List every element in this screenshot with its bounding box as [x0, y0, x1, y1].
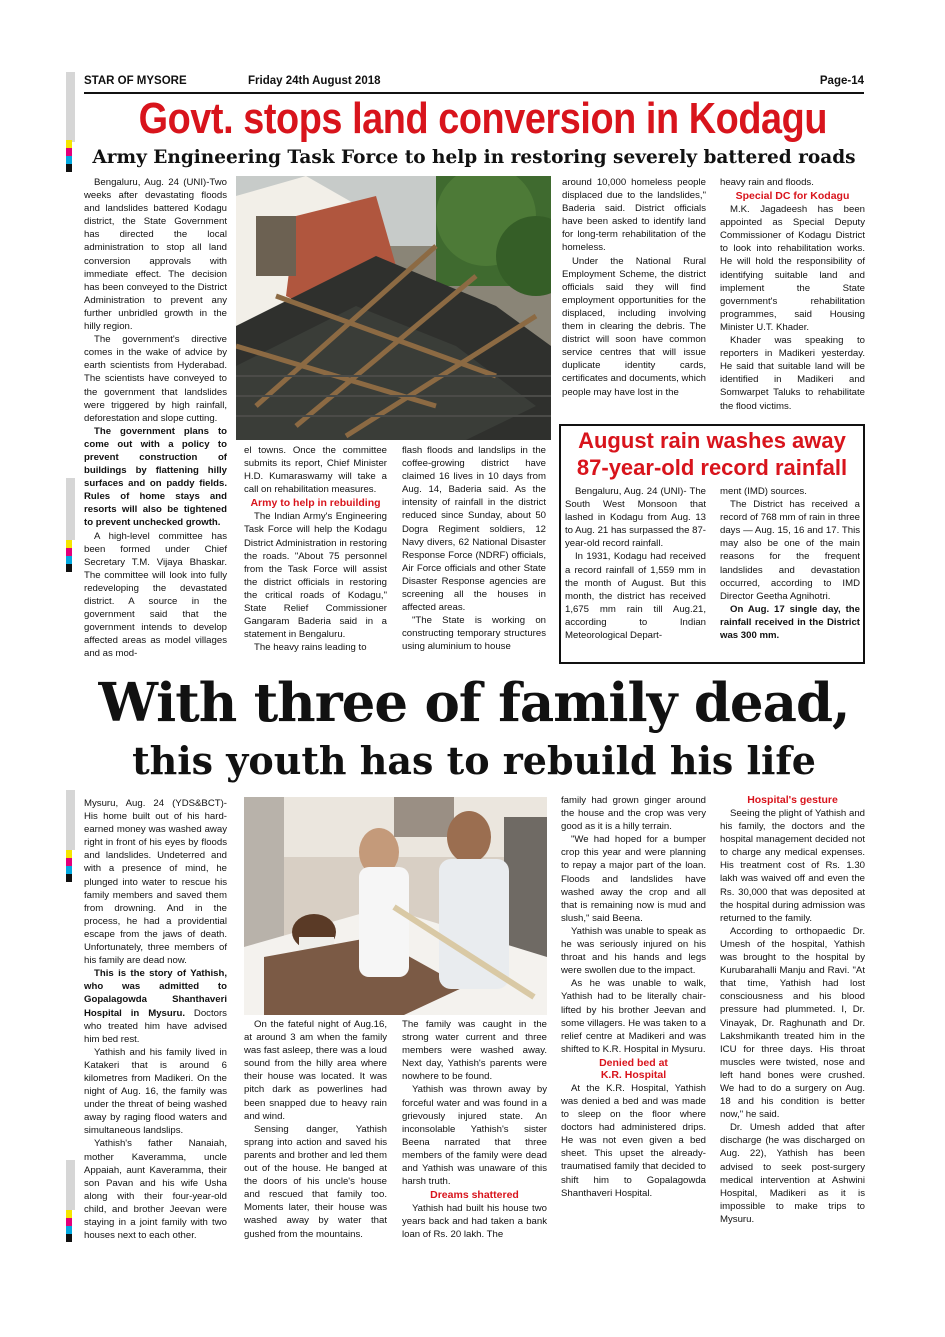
story3-col2	[244, 1018, 387, 1241]
color-mark	[66, 540, 72, 548]
story3-col5	[720, 793, 865, 1226]
side-bar-low	[66, 790, 75, 850]
paragraph: The District has received a record of 768 mm of rain in three days — Aug. 15, 16 and 17. This may also be one of the main reasons for the frequent landslides and devastation occurred, according to IMD Director Geetha Agnihotri.	[720, 499, 860, 602]
side-bar-bottom	[66, 1160, 75, 1210]
color-mark	[66, 1226, 72, 1234]
paragraph: family had grown ginger around the house and the crop was very good as it is a hilly terrain.	[561, 795, 706, 833]
paragraph: "We had hoped for a bumper crop this year and were planning to repay a major part of the loan. Floods and landslides have washed away the crop and all that is remaining now is mud and slush," said Beena.	[561, 834, 706, 924]
paragraph: The family was caught in the strong water current and three members were washed away. Next day, Yathish's parents were nowhere to be found.	[402, 1019, 547, 1083]
paragraph: According to orthopaedic Dr. Umesh of the hospital, Yathish was brought to the hospital by Kurubarahalli Manju and Ravi. "At that time, Yathish had lost consciousness and his blood pressure had plummeted. I, Dr. Vinayak, Dr. Raghunath and Dr. Lakshmikanth treated him in the ICU for three days. His throat muscles were twisted, nose and left hand bones were crushed. We had to do a surgery on Aug. 18 and his condition is better now," he said.	[720, 925, 865, 1121]
story2-headline-line2: 87-year-old record rainfall	[576, 455, 848, 480]
page-header	[84, 75, 864, 91]
paragraph: heavy rain and floods.	[720, 177, 814, 188]
story3-col1	[84, 797, 227, 1242]
paragraph: On Aug. 17 single day, the rainfall received in the District was 300 mm.	[720, 603, 860, 642]
story1-col2	[244, 444, 387, 654]
color-mark	[66, 164, 72, 172]
subheading: Army to help in rebuilding	[250, 497, 381, 510]
paragraph: Seeing the plight of Yathish and his family, the doctors and the hospital management decided not to charge any medical expenses. His treatment cost of Rs. 1.30 lakh was waived off and even the Rs. 30,000 that was deposited at the hospital during admission was returned to the family.	[720, 808, 865, 924]
paragraph: On the fateful night of Aug.16, at around 3 am when the family was fast asleep, there was a loud sound from the hilly area where their house was located. It was pitch dark as powerlines had been snapped due to heavy rain and wind.	[244, 1019, 387, 1122]
story2-col2	[720, 485, 860, 642]
paragraph: At the K.R. Hospital, Yathish was denied a bed and was made to sleep on the floor where doctors had administered drips. He was not even given a bed sheet. This upset the already-traumatised family that decided to shift him to Gopalagowda Shanthaveri Hospital.	[561, 1082, 706, 1199]
paragraph: As he was unable to walk, Yathish had to be literally chair-lifted by his brother Jeevan and some villagers. He was taken to a relief centre at Madikeri and was shifted to K.R. Hospital in Mysuru.	[561, 978, 706, 1055]
story1-headline: Govt. stops land conversion in Kodagu	[138, 94, 828, 143]
color-mark	[66, 858, 72, 866]
subheading: Hospital's gesture	[747, 794, 838, 806]
paragraph: The government plans to come out with a policy to prevent construction of buildings by flattening hilly surfaces and on paddy fields. Rules of home stays and resorts will also be tightened to prevent unchecked growth.	[84, 425, 227, 529]
paragraph: M.K. Jagadeesh has been appointed as Special Deputy Commissioner of Kodagu District to look into rehabilitation works. He will hold the responsibility of identifying suitable land and implement the State government's rehabilitation programmes, said Housing Minister U.T. Khader.	[720, 204, 865, 333]
paragraph: In 1931, Kodagu had received a record rainfall of 1,559 mm in the month of August. But this month, the district has received 1,675 mm rain till Aug.21, according to Indian Meteorological Depart-	[565, 551, 706, 642]
paragraph: el towns. Once the committee submits its report, Chief Minister H.D. Kumaraswamy will take a call on rehabilitation measures.	[244, 445, 387, 496]
paper-name: STAR OF MYSORE	[84, 75, 187, 87]
color-mark	[66, 866, 72, 874]
paragraph: "The State is working on constructing temporary structures using aluminium to house	[402, 615, 546, 653]
hospital-patient-photo	[244, 797, 547, 1015]
story1-col1	[84, 176, 227, 660]
color-mark	[66, 564, 72, 572]
paragraph: Mysuru, Aug. 24 (YDS&BCT)- His home built out of his hard-earned money was washed away right in front of his eyes by floods and landslides. Undeterred and with a presence of mind, he plunged into water to rescue his family members and saved them from drowning. And in the process, he had a providential escape from the jaws of death. Unfortunately, three members of his family are dead now.	[84, 798, 227, 967]
story3-col4	[561, 794, 706, 1200]
paragraph: The heavy rains leading to	[254, 642, 367, 654]
story1-subhead: Army Engineering Task Force to help in restoring severely battered roads	[92, 147, 856, 168]
paragraph: Sensing danger, Yathish sprang into action and saved his parents and brother and led them out of the house. He banged at the doors of his uncle's house and rescued that family too. Moments later, their house was washed away by water that gushed from the mountains.	[244, 1123, 387, 1240]
paragraph: Khader was speaking to reporters in Madikeri yesterday. He said that suitable land will be identified in Madikeri and Somwarpet Taluks to rehabilitate the flood victims.	[720, 335, 865, 412]
subheading: Special DC for Kodagu	[735, 190, 850, 203]
color-mark	[66, 140, 72, 148]
side-bar-mid	[66, 478, 75, 540]
subheading: Denied bed at	[599, 1056, 668, 1069]
page-number: Page-14	[819, 75, 864, 87]
side-bar-top	[66, 72, 75, 142]
paragraph: Yathish's father Nanaiah, mother Kaveramma, uncle Appaiah, aunt Kaveramma, their son Pavan and his wife Usha along with their four-year-old child, and brother Jeevan were staying in a joint family with two houses next to each other.	[84, 1138, 227, 1242]
paragraph: Under the National Rural Employment Scheme, the district officials said they will find employment opportunities for the displaced, including involving them in clearing the debris. The district will soon have common service centres that will issue duplicate identity cards, certificates and documents, which people may have lost in the	[562, 255, 706, 398]
story1-col4	[562, 176, 706, 399]
subheading: K.R. Hospital	[600, 1068, 667, 1081]
paragraph: This is the story of Yathish, who was admitted to Gopalagowda Shanthaveri Hospital in Mysuru. Doctors who treated him have advised him bed rest.	[84, 968, 227, 1045]
color-mark	[66, 1218, 72, 1226]
story3-col3	[402, 1018, 547, 1242]
paragraph: flash floods and landslips in the coffee-growing district have claimed 16 lives in 10 days from Aug. 14, Baderia said. As the intensity of rainfall in the district reduced since Sunday, about 50 Dogra Regiment soldiers, 12 Navy divers, 62 National Disaster Response Force (NDRF) officials, Air Force officials and other State Disaster Response agencies are screening all the houses in affected areas.	[402, 445, 546, 614]
color-mark	[66, 850, 72, 858]
story1-col5	[720, 176, 865, 413]
paragraph: The government's directive comes in the wake of advice by earth scientists from Hyderabad. The scientists have conveyed to the government that landslides were triggered by high rainfall, deforestation and slope cutting.	[84, 334, 227, 424]
paragraph: Yathish was unable to speak as he was seriously injured on his throat and his hands and legs were swollen due to the impact.	[561, 925, 706, 977]
color-mark	[66, 148, 72, 156]
subheading: Dreams shattered	[430, 1189, 519, 1202]
story3-headline-line2: this youth has to rebuild his life	[132, 738, 816, 783]
paragraph: Bengaluru, Aug. 24 (UNI)- The South West Monsoon that lashed in Kodagu from Aug. 13 to Aug. 21 has surpassed the 87-year-old record rainfall.	[565, 486, 706, 550]
paragraph: Bengaluru, Aug. 24 (UNI)-Two weeks after devastating floods and landslides battered Kodagu district, the State Government has directed the local administration to stop all land conversion approvals with immediate effect. The decision has been conveyed to the District Administration to prevent any further unbridled growth in the hilly region.	[84, 177, 227, 333]
paragraph: Yathish and his family lived in Katakeri that is around 6 kilometres from Madikeri. On the night of Aug. 16, the family was under the threat of being washed away by raging flood waters and simultaneous landslips.	[84, 1046, 227, 1137]
paragraph: The Indian Army's Engineering Task Force will help the Kodagu District Administration in restoring the roads. "About 75 personnel from the Task Force will assist the district officials in restoring the critical roads of Kodagu," State Relief Commissioner Gangaram Baderia said in a statement in Bengaluru.	[244, 511, 387, 641]
color-mark	[66, 156, 72, 164]
color-mark	[66, 874, 72, 882]
story3-headline-line1: With three of family dead,	[98, 672, 850, 734]
color-mark	[66, 1210, 72, 1218]
paragraph: A high-level committee has been formed under Chief Secretary T.M. Vijaya Bhaskar. The committee will look into fully redeveloping the devastated district. A source in the government said that the government intends to develop affected areas as model villages and as mod-	[84, 530, 227, 660]
color-mark	[66, 1234, 72, 1242]
story2-col1	[565, 485, 706, 642]
paragraph: Yathish had built his house two years back and had taken a bank loan of Rs. 20 lakh. The	[402, 1203, 547, 1241]
color-mark	[66, 548, 72, 556]
paragraph: Dr. Umesh added that after discharge (he was discharged on Aug. 22), Yathish has been advised to seek post-surgery medical intervention at Ashwini Hospital, Madikeri as it is impossible to make trips to Mysuru.	[720, 1122, 865, 1225]
paragraph: Yathish was thrown away by forceful water and was found in a grievously injured state. An inconsolable Yathish's sister Beena narrated that three members of the family were dead and Yathish was unaware of this harsh truth.	[402, 1084, 547, 1188]
issue-date: Friday 24th August 2018	[248, 75, 381, 87]
story1-col3	[402, 444, 546, 654]
flood-damaged-house-photo	[236, 176, 551, 440]
paragraph: ment (IMD) sources.	[720, 486, 807, 497]
color-mark	[66, 556, 72, 564]
story2-headline-line1: August rain washes away	[578, 428, 846, 453]
paragraph: around 10,000 homeless people displaced due to the landslides," Baderia said. District officials have been asked to identify land for long-term rehabilitation of the homeless.	[562, 177, 706, 254]
